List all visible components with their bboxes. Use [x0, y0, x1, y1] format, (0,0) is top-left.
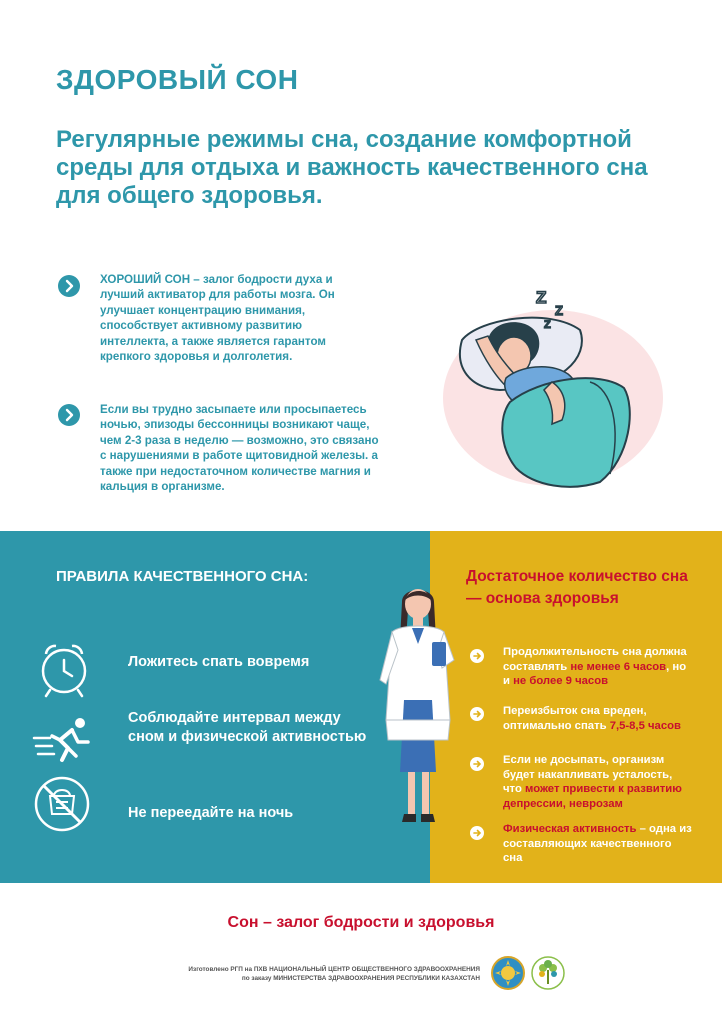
no-food-icon — [32, 774, 92, 834]
arrow-right-icon — [470, 707, 484, 721]
svg-text:Z: Z — [555, 303, 563, 318]
rule-item-2: Соблюдайте интервал между сном и физической активностью — [128, 710, 367, 745]
arrow-right-icon — [470, 826, 484, 840]
footer-line-1: Изготовлено РГП на ПХВ НАЦИОНАЛЬНЫЙ ЦЕНТР ОБЩЕСТВЕННОГО ЗДРАВООХРАНЕНИЯ — [188, 966, 480, 973]
chevron-right-icon — [58, 404, 80, 426]
fact-4-highlight: Физическая активность — [503, 823, 637, 835]
intro-paragraph-2: Если вы трудно засыпаете или просыпаетесь ночью, эпизоды бессонницы возникают чаще, чем 2-3 раза в неделю — возможно, это связано с нарушениями в работе щитовидной железы. а также при недостаточном количестве магния и кальция в организме. — [100, 403, 379, 494]
fact-4 — [503, 822, 693, 866]
fact-1-highlight-2: не более 9 часов — [513, 675, 609, 688]
svg-text:Z: Z — [544, 319, 551, 331]
chevron-right-icon — [58, 275, 80, 297]
sleep-amount-title: Достаточное количество сна — основа здоровья — [466, 568, 688, 607]
fact-3 — [503, 753, 693, 811]
footer-line-2: по заказу МИНИСТЕРСТВА ЗДРАВООХРАНЕНИЯ РЕСПУБЛИКИ КАЗАХСТАН — [241, 975, 480, 982]
fact-3-text: Если не досыпать, организм будет накапливать усталость, что — [503, 754, 673, 796]
fact-2 — [503, 704, 693, 733]
footer-credits — [140, 965, 480, 983]
fact-2-text: Переизбыток сна вреден, оптимально спать — [503, 705, 647, 732]
fact-1-text-2: , но и — [503, 660, 687, 688]
fact-4-text: – одна из составляющих качественного сна — [503, 823, 692, 865]
page-subtitle: Регулярные режимы сна, создание комфортной среды для отдыха и важность качественного сна для общего здоровья. — [56, 126, 648, 209]
slogan: Сон – залог бодрости и здоровья — [227, 914, 495, 931]
fact-1-text: Продолжительность сна должна составлять — [503, 646, 687, 673]
intro-paragraph-1 — [100, 272, 362, 364]
arrow-right-icon — [470, 649, 484, 663]
page-title: ЗДОРОВЫЙ СОН — [56, 64, 299, 95]
doctor-illustration — [372, 580, 472, 830]
health-center-logo — [531, 956, 565, 990]
kazakhstan-emblem-logo — [491, 956, 525, 990]
intro-p1-rest: – залог бодрости духа и лучший активатор для работы мозга. Он улучшает концентрацию внимания, способствует активному развитию интеллекта, а также является гарантом крепкого здоровья и долголетия. — [100, 273, 335, 364]
arrow-right-icon — [470, 757, 484, 771]
rule-item-3: Не переедайте на ночь — [128, 805, 294, 821]
fact-2-highlight: 7,5-8,5 часов — [609, 719, 681, 732]
alarm-clock-icon — [32, 636, 96, 700]
sleeping-person-illustration — [440, 278, 670, 500]
fact-1-highlight: не менее 6 часов — [570, 660, 667, 673]
rule-item-1: Ложитесь спать вовремя — [128, 654, 310, 670]
svg-text:Z: Z — [536, 288, 547, 307]
fact-1 — [503, 645, 693, 689]
intro-p1-strong: ХОРОШИЙ СОН — [100, 273, 191, 286]
running-person-icon — [32, 716, 96, 764]
fact-3-highlight: может привести к развитию депрессии, неврозам — [503, 783, 682, 810]
rules-title: ПРАВИЛА КАЧЕСТВЕННОГО СНА: — [56, 568, 309, 585]
